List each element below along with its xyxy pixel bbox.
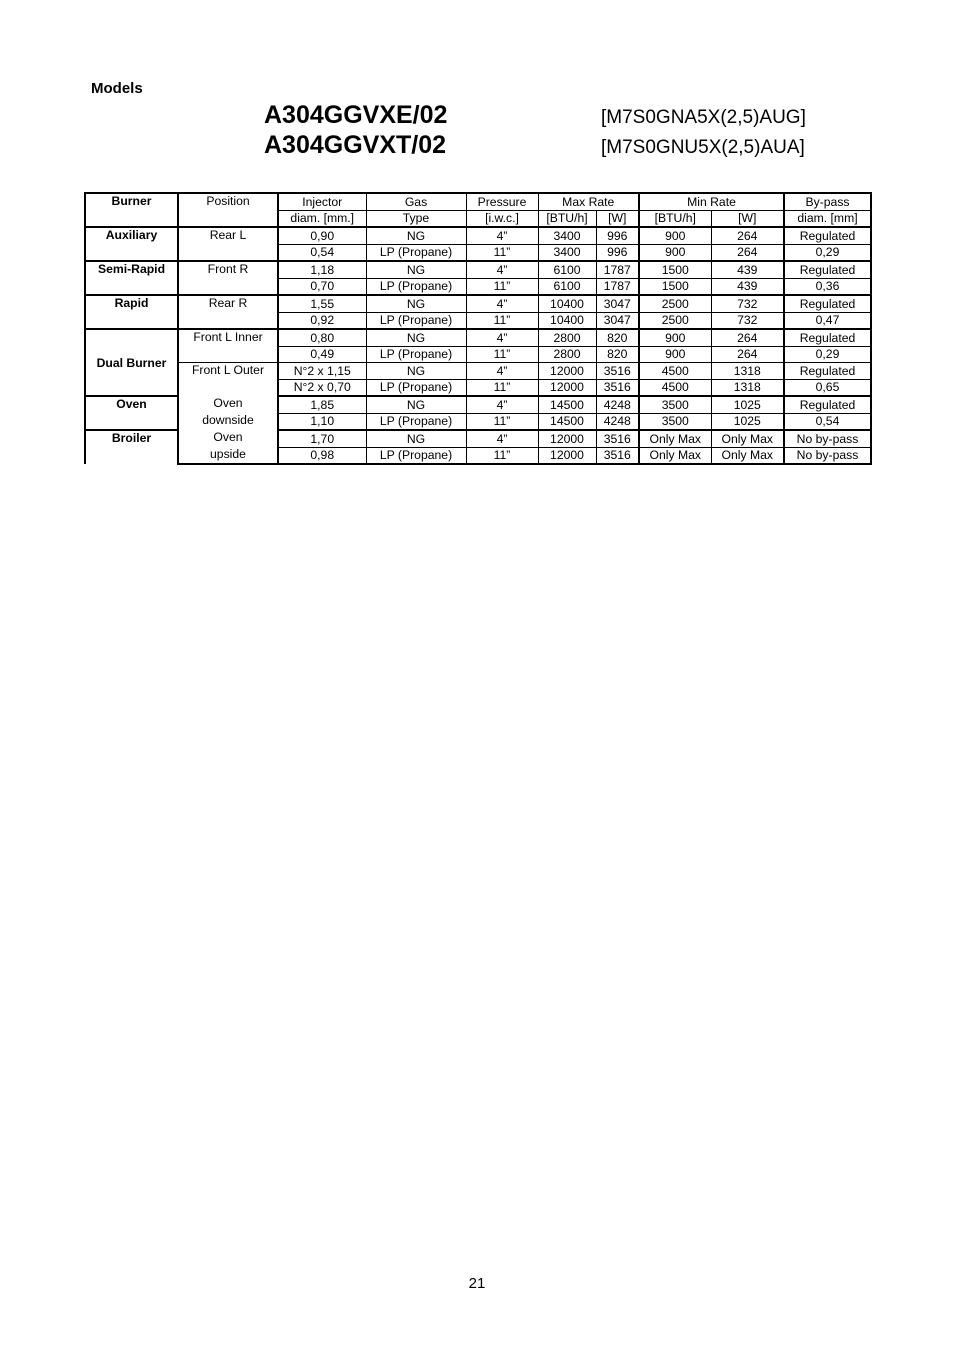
injector-cell: 1,10 (278, 413, 366, 430)
max-w-cell: 1787 (596, 278, 639, 295)
pressure-cell: 4” (466, 329, 538, 346)
min-w-cell: 439 (711, 261, 784, 278)
max-w-cell: 996 (596, 244, 639, 261)
max-btu-cell: 14500 (538, 413, 596, 430)
max-btu-cell: 3400 (538, 244, 596, 261)
position-cell: Front R (178, 261, 278, 295)
pressure-cell: 4” (466, 295, 538, 312)
pressure-cell: 11” (466, 278, 538, 295)
min-w-cell: 264 (711, 244, 784, 261)
gas-cell: NG (366, 295, 466, 312)
max-btu-cell: 2800 (538, 346, 596, 363)
max-w-cell: 3047 (596, 295, 639, 312)
bypass-cell: Regulated (784, 295, 871, 312)
header-pressure: Pressure (466, 193, 538, 210)
injector-cell: 0,98 (278, 447, 366, 464)
table-row (85, 413, 871, 430)
header-injector-unit: diam. [mm.] (278, 210, 366, 227)
position-cell: Oven (178, 430, 278, 447)
gas-cell: LP (Propane) (366, 244, 466, 261)
table-row (85, 363, 871, 380)
burner-name-cell: Semi-Rapid (85, 261, 178, 295)
max-btu-cell: 14500 (538, 396, 596, 413)
burner-name-cell: Broiler (85, 430, 178, 464)
min-w-cell: 1025 (711, 396, 784, 413)
position-cell: Oven (178, 396, 278, 413)
max-btu-cell: 3400 (538, 227, 596, 244)
table-row (85, 261, 871, 278)
header-max-btu: [BTU/h] (538, 210, 596, 227)
gas-cell: NG (366, 329, 466, 346)
burner-name-cell: Rapid (85, 295, 178, 329)
gas-cell: LP (Propane) (366, 278, 466, 295)
bypass-cell: No by-pass (784, 430, 871, 447)
injector-cell: 1,55 (278, 295, 366, 312)
gas-cell: LP (Propane) (366, 379, 466, 396)
bypass-cell: 0,36 (784, 278, 871, 295)
injector-cell: 0,70 (278, 278, 366, 295)
max-w-cell: 3516 (596, 447, 639, 464)
min-w-cell: Only Max (711, 430, 784, 447)
injector-cell: 0,90 (278, 227, 366, 244)
header-injector: Injector (278, 193, 366, 210)
min-btu-cell: 2500 (639, 295, 711, 312)
max-btu-cell: 12000 (538, 363, 596, 380)
position-cell: Rear L (178, 227, 278, 261)
pressure-cell: 4” (466, 227, 538, 244)
bypass-cell: 0,47 (784, 312, 871, 329)
model-code-2: [M7S0GNU5X(2,5)AUA] (601, 137, 805, 158)
header-min-rate: Min Rate (639, 193, 784, 210)
min-btu-cell: 900 (639, 227, 711, 244)
min-w-cell: 1318 (711, 379, 784, 396)
table-row (85, 447, 871, 464)
min-w-cell: 264 (711, 346, 784, 363)
bypass-cell: Regulated (784, 363, 871, 380)
section-label: Models (91, 80, 143, 97)
max-btu-cell: 12000 (538, 379, 596, 396)
header-row (85, 193, 871, 210)
injector-cell: 0,92 (278, 312, 366, 329)
min-btu-cell: Only Max (639, 430, 711, 447)
min-w-cell: Only Max (711, 447, 784, 464)
max-w-cell: 3516 (596, 363, 639, 380)
table-row (85, 430, 871, 447)
header-min-w: [W] (711, 210, 784, 227)
max-btu-cell: 12000 (538, 430, 596, 447)
position-cell: Front L Inner (178, 329, 278, 363)
page-number: 21 (468, 1275, 486, 1292)
header-position: Position (178, 193, 278, 227)
injector-cell: N°2 x 0,70 (278, 379, 366, 396)
min-btu-cell: 3500 (639, 396, 711, 413)
gas-cell: LP (Propane) (366, 447, 466, 464)
header-burner: Burner (85, 193, 178, 227)
pressure-cell: 11” (466, 447, 538, 464)
header-bypass: By-pass (784, 193, 871, 210)
gas-cell: NG (366, 430, 466, 447)
pressure-cell: 11” (466, 244, 538, 261)
gas-cell: NG (366, 363, 466, 380)
min-btu-cell: 4500 (639, 379, 711, 396)
burner-name-cell: Dual Burner (85, 329, 178, 396)
min-btu-cell: 3500 (639, 413, 711, 430)
max-btu-cell: 6100 (538, 261, 596, 278)
max-btu-cell: 12000 (538, 447, 596, 464)
injector-cell: 0,54 (278, 244, 366, 261)
header-pressure-unit: [i.w.c.] (466, 210, 538, 227)
max-w-cell: 820 (596, 329, 639, 346)
min-btu-cell: 900 (639, 244, 711, 261)
max-w-cell: 3516 (596, 379, 639, 396)
burner-name-cell: Oven (85, 396, 178, 430)
injector-cell: 1,85 (278, 396, 366, 413)
bypass-cell: 0,29 (784, 244, 871, 261)
gas-cell: LP (Propane) (366, 413, 466, 430)
bypass-cell: 0,65 (784, 379, 871, 396)
min-w-cell: 732 (711, 312, 784, 329)
max-w-cell: 820 (596, 346, 639, 363)
max-w-cell: 4248 (596, 413, 639, 430)
pressure-cell: 4” (466, 396, 538, 413)
min-w-cell: 264 (711, 329, 784, 346)
header-gas-unit: Type (366, 210, 466, 227)
injector-cell: 0,49 (278, 346, 366, 363)
position-cell: Front L Outer (178, 363, 278, 397)
gas-cell: NG (366, 396, 466, 413)
pressure-cell: 11” (466, 346, 538, 363)
min-btu-cell: 900 (639, 329, 711, 346)
header-min-btu: [BTU/h] (639, 210, 711, 227)
table-row (85, 295, 871, 312)
min-btu-cell: 4500 (639, 363, 711, 380)
bypass-cell: 0,54 (784, 413, 871, 430)
table-row (85, 396, 871, 413)
max-btu-cell: 10400 (538, 295, 596, 312)
injector-cell: 1,18 (278, 261, 366, 278)
gas-cell: LP (Propane) (366, 346, 466, 363)
bypass-cell: Regulated (784, 261, 871, 278)
max-w-cell: 1787 (596, 261, 639, 278)
gas-cell: NG (366, 261, 466, 278)
burner-name-cell: Auxiliary (85, 227, 178, 261)
bypass-cell: 0,29 (784, 346, 871, 363)
model-code-1: [M7S0GNA5X(2,5)AUG] (601, 107, 806, 128)
header-bypass-unit: diam. [mm] (784, 210, 871, 227)
model-name-2: A304GGVXT/02 (264, 131, 447, 159)
bypass-cell: No by-pass (784, 447, 871, 464)
min-w-cell: 1025 (711, 413, 784, 430)
max-btu-cell: 10400 (538, 312, 596, 329)
min-w-cell: 439 (711, 278, 784, 295)
min-btu-cell: Only Max (639, 447, 711, 464)
min-w-cell: 264 (711, 227, 784, 244)
injector-cell: N°2 x 1,15 (278, 363, 366, 380)
min-btu-cell: 1500 (639, 261, 711, 278)
position-cell: downside (178, 413, 278, 430)
pressure-cell: 4” (466, 430, 538, 447)
bypass-cell: Regulated (784, 329, 871, 346)
injector-cell: 0,80 (278, 329, 366, 346)
table-row (85, 329, 871, 346)
burner-spec-table (84, 192, 872, 465)
min-btu-cell: 1500 (639, 278, 711, 295)
max-w-cell: 4248 (596, 396, 639, 413)
position-cell: Rear R (178, 295, 278, 329)
min-btu-cell: 2500 (639, 312, 711, 329)
bypass-cell: Regulated (784, 396, 871, 413)
pressure-cell: 11” (466, 413, 538, 430)
gas-cell: LP (Propane) (366, 312, 466, 329)
bypass-cell: Regulated (784, 227, 871, 244)
max-w-cell: 3516 (596, 430, 639, 447)
pressure-cell: 11” (466, 379, 538, 396)
header-max-w: [W] (596, 210, 639, 227)
model-name-1: A304GGVXE/02 (264, 101, 448, 129)
injector-cell: 1,70 (278, 430, 366, 447)
pressure-cell: 11” (466, 312, 538, 329)
pressure-cell: 4” (466, 363, 538, 380)
min-btu-cell: 900 (639, 346, 711, 363)
max-w-cell: 3047 (596, 312, 639, 329)
header-gas: Gas (366, 193, 466, 210)
min-w-cell: 1318 (711, 363, 784, 380)
table-row (85, 227, 871, 244)
max-btu-cell: 2800 (538, 329, 596, 346)
min-w-cell: 732 (711, 295, 784, 312)
pressure-cell: 4” (466, 261, 538, 278)
gas-cell: NG (366, 227, 466, 244)
max-btu-cell: 6100 (538, 278, 596, 295)
header-max-rate: Max Rate (538, 193, 639, 210)
max-w-cell: 996 (596, 227, 639, 244)
position-cell: upside (178, 447, 278, 464)
